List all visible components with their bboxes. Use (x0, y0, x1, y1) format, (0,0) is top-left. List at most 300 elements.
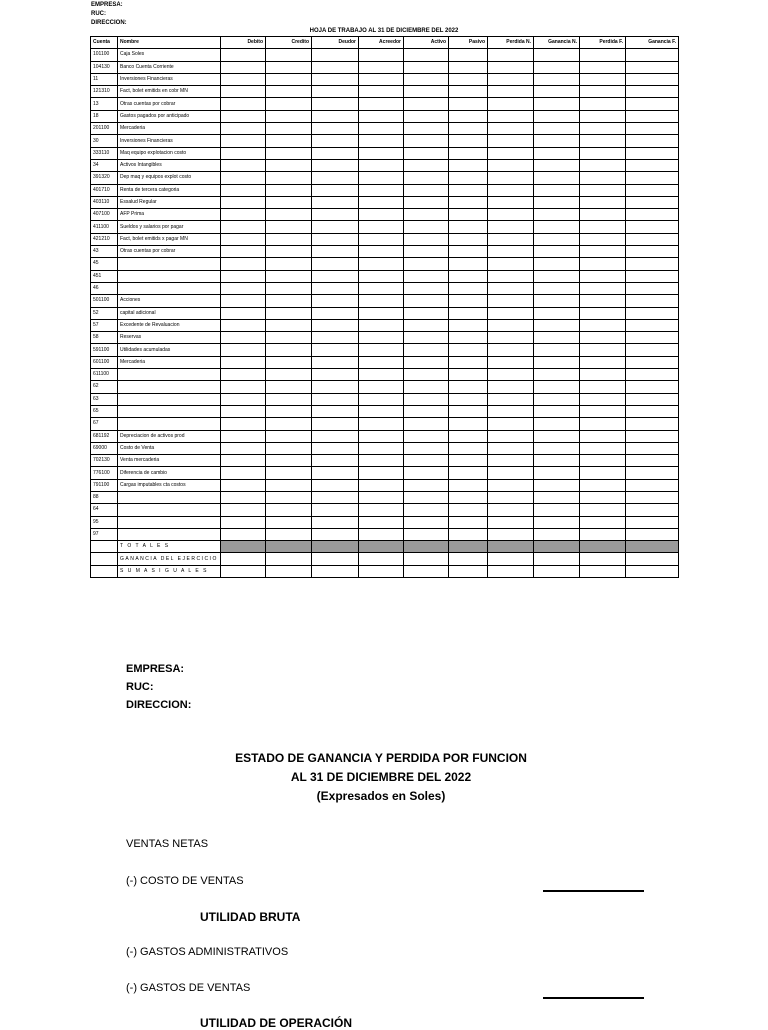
amount-cell (488, 393, 534, 405)
amount-cell (580, 381, 626, 393)
amount-cell (449, 418, 488, 430)
amount-cell (626, 332, 679, 344)
amount-cell (449, 381, 488, 393)
amount-cell (488, 516, 534, 528)
amount-cell (488, 442, 534, 454)
amount-cell (404, 504, 449, 516)
amount-cell (534, 479, 580, 491)
table-row (91, 393, 679, 405)
table-row (91, 270, 679, 282)
amount-cell (266, 295, 312, 307)
amount-cell (404, 135, 449, 147)
amount-cell (488, 381, 534, 393)
table-row (91, 455, 679, 467)
sumas-row (91, 565, 679, 577)
amount-cell (488, 455, 534, 467)
amount-cell (534, 442, 580, 454)
amount-cell (266, 159, 312, 171)
table-row (91, 246, 679, 258)
amount-cell (534, 73, 580, 85)
amount-cell (266, 282, 312, 294)
totals-row (91, 541, 679, 553)
amount-cell (580, 356, 626, 368)
amount-cell (580, 147, 626, 159)
amount-cell (404, 516, 449, 528)
amount-cell (488, 233, 534, 245)
amount-cell (626, 172, 679, 184)
amount-cell (626, 491, 679, 503)
table-row (91, 418, 679, 430)
amount-cell (449, 147, 488, 159)
amount-cell (312, 246, 359, 258)
amount-cell (626, 319, 679, 331)
amount-cell (626, 196, 679, 208)
amount-cell (580, 73, 626, 85)
amount-cell (449, 319, 488, 331)
amount-cell (449, 159, 488, 171)
amount-cell (404, 270, 449, 282)
summary-amount-cell (449, 565, 488, 577)
table-row (91, 73, 679, 85)
amount-cell (359, 196, 404, 208)
amount-cell (626, 135, 679, 147)
amount-cell (534, 172, 580, 184)
amount-cell (404, 295, 449, 307)
amount-cell (404, 528, 449, 540)
amount-cell (626, 282, 679, 294)
amount-cell (534, 430, 580, 442)
column-header: Deudor (312, 37, 359, 49)
amount-cell (266, 172, 312, 184)
amount-cell (580, 61, 626, 73)
amount-cell (580, 307, 626, 319)
amount-cell (312, 467, 359, 479)
amount-cell (488, 135, 534, 147)
amount-cell (359, 282, 404, 294)
amount-cell (488, 98, 534, 110)
amount-cell (266, 418, 312, 430)
amount-cell (626, 528, 679, 540)
amount-cell (626, 479, 679, 491)
amount-cell (488, 491, 534, 503)
amount-cell (580, 233, 626, 245)
amount-cell (266, 184, 312, 196)
account-code-cell: 201100 (91, 123, 118, 135)
amount-cell (580, 442, 626, 454)
amount-cell (266, 381, 312, 393)
amount-cell (488, 528, 534, 540)
amount-cell (312, 430, 359, 442)
amount-cell (488, 221, 534, 233)
amount-cell (626, 369, 679, 381)
amount-cell (626, 270, 679, 282)
amount-cell (580, 135, 626, 147)
amount-cell (221, 332, 266, 344)
amount-cell (359, 233, 404, 245)
account-name-cell: Essalud Regular (118, 196, 221, 208)
amount-cell (221, 491, 266, 503)
amount-cell (534, 246, 580, 258)
table-row (91, 504, 679, 516)
amount-cell (626, 184, 679, 196)
amount-cell (449, 246, 488, 258)
amount-cell (488, 319, 534, 331)
amount-cell (488, 467, 534, 479)
amount-cell (221, 159, 266, 171)
table-row (91, 516, 679, 528)
amount-cell (266, 430, 312, 442)
amount-cell (488, 196, 534, 208)
amount-cell (534, 516, 580, 528)
account-name-cell (118, 270, 221, 282)
ganancia-row-label: GANANCIA DEL EJERCICIO (118, 553, 221, 565)
amount-cell (221, 147, 266, 159)
amount-cell (580, 98, 626, 110)
amount-cell (449, 479, 488, 491)
amount-cell (449, 61, 488, 73)
amount-cell (488, 159, 534, 171)
amount-cell (488, 344, 534, 356)
amount-cell (580, 172, 626, 184)
amount-cell (266, 467, 312, 479)
summary-amount-cell (488, 553, 534, 565)
account-name-cell: Reservas (118, 332, 221, 344)
amount-cell (312, 49, 359, 61)
account-name-cell: Venta mercaderia (118, 455, 221, 467)
summary-amount-cell (312, 553, 359, 565)
account-name-cell (118, 381, 221, 393)
amount-cell (221, 479, 266, 491)
ventas-netas-label: VENTAS NETAS (126, 838, 209, 850)
amount-cell (359, 418, 404, 430)
amount-cell (266, 61, 312, 73)
amount-cell (534, 123, 580, 135)
amount-cell (359, 405, 404, 417)
amount-cell (404, 393, 449, 405)
amount-cell (534, 491, 580, 503)
amount-cell (312, 307, 359, 319)
amount-cell (449, 86, 488, 98)
account-code-cell: 611100 (91, 369, 118, 381)
statement-direccion-label: DIRECCION: (126, 699, 192, 711)
account-code-cell: 46 (91, 282, 118, 294)
amount-cell (488, 184, 534, 196)
amount-cell (626, 233, 679, 245)
column-header: Perdida N. (488, 37, 534, 49)
table-row (91, 110, 679, 122)
amount-cell (312, 295, 359, 307)
amount-cell (404, 196, 449, 208)
amount-cell (534, 369, 580, 381)
account-code-cell: 64 (91, 504, 118, 516)
amount-cell (449, 442, 488, 454)
amount-cell (312, 381, 359, 393)
amount-cell (312, 135, 359, 147)
amount-cell (404, 110, 449, 122)
account-code-cell: 97 (91, 528, 118, 540)
amount-cell (449, 172, 488, 184)
amount-cell (312, 98, 359, 110)
statement-title (150, 749, 612, 806)
amount-cell (488, 61, 534, 73)
table-row (91, 135, 679, 147)
amount-cell (404, 49, 449, 61)
amount-cell (404, 405, 449, 417)
amount-cell (266, 319, 312, 331)
table-row (91, 49, 679, 61)
amount-cell (266, 356, 312, 368)
amount-cell (221, 98, 266, 110)
amount-cell (580, 86, 626, 98)
amount-cell (404, 73, 449, 85)
table-row (91, 369, 679, 381)
amount-cell (534, 135, 580, 147)
amount-cell (404, 233, 449, 245)
account-name-cell (118, 393, 221, 405)
amount-cell (404, 209, 449, 221)
amount-cell (488, 172, 534, 184)
account-code-cell: 776100 (91, 467, 118, 479)
amount-cell (449, 344, 488, 356)
account-code-cell: 18 (91, 110, 118, 122)
table-row (91, 184, 679, 196)
amount-cell (580, 282, 626, 294)
amount-cell (312, 369, 359, 381)
amount-cell (534, 270, 580, 282)
amount-cell (626, 110, 679, 122)
amount-cell (449, 233, 488, 245)
amount-cell (266, 504, 312, 516)
amount-cell (312, 455, 359, 467)
account-name-cell: Inversiones Financieras (118, 135, 221, 147)
amount-cell (404, 246, 449, 258)
amount-cell (359, 73, 404, 85)
summary-amount-cell (534, 541, 580, 553)
amount-cell (449, 332, 488, 344)
table-row (91, 307, 679, 319)
amount-cell (449, 528, 488, 540)
amount-cell (580, 491, 626, 503)
worksheet-header-row (91, 37, 679, 49)
amount-cell (359, 209, 404, 221)
account-name-cell: AFP Prima (118, 209, 221, 221)
amount-cell (449, 430, 488, 442)
amount-cell (404, 147, 449, 159)
amount-cell (221, 49, 266, 61)
column-header: Nombre (118, 37, 221, 49)
amount-cell (534, 295, 580, 307)
account-name-cell: Activos Intangibles (118, 159, 221, 171)
amount-cell (580, 393, 626, 405)
account-code-cell: 57 (91, 319, 118, 331)
column-header: Credito (266, 37, 312, 49)
account-code-cell: 401710 (91, 184, 118, 196)
table-row (91, 282, 679, 294)
amount-cell (312, 196, 359, 208)
amount-cell (359, 270, 404, 282)
amount-cell (580, 295, 626, 307)
account-name-cell: Maq equipo explotacion costo (118, 147, 221, 159)
amount-cell (221, 209, 266, 221)
summary-amount-cell (534, 565, 580, 577)
column-header: Cuenta (91, 37, 118, 49)
amount-cell (266, 73, 312, 85)
account-code-cell: 11 (91, 73, 118, 85)
amount-cell (580, 159, 626, 171)
sumas-row-label: S U M A S I G U A L E S (118, 565, 221, 577)
amount-cell (404, 491, 449, 503)
table-row (91, 479, 679, 491)
account-code-cell: 601100 (91, 356, 118, 368)
table-row (91, 344, 679, 356)
amount-cell (221, 356, 266, 368)
amount-cell (580, 344, 626, 356)
amount-cell (404, 467, 449, 479)
summary-amount-cell (488, 565, 534, 577)
amount-cell (488, 246, 534, 258)
amount-cell (488, 356, 534, 368)
amount-cell (221, 196, 266, 208)
account-code-cell: 95 (91, 516, 118, 528)
amount-cell (312, 344, 359, 356)
amount-cell (359, 430, 404, 442)
amount-cell (266, 455, 312, 467)
amount-cell (404, 418, 449, 430)
column-header: Debito (221, 37, 266, 49)
summary-amount-cell (359, 565, 404, 577)
amount-cell (404, 221, 449, 233)
account-name-cell (118, 418, 221, 430)
account-name-cell: Utilidades acumuladas (118, 344, 221, 356)
amount-cell (534, 147, 580, 159)
statement-title-line1: ESTADO DE GANANCIA Y PERDIDA POR FUNCION (235, 751, 527, 765)
amount-cell (488, 479, 534, 491)
amount-cell (312, 491, 359, 503)
amount-cell (534, 221, 580, 233)
amount-cell (534, 196, 580, 208)
amount-cell (534, 307, 580, 319)
amount-cell (626, 209, 679, 221)
amount-cell (312, 528, 359, 540)
table-row (91, 295, 679, 307)
amount-cell (266, 307, 312, 319)
amount-cell (488, 369, 534, 381)
account-code-cell: 30 (91, 135, 118, 147)
amount-cell (359, 159, 404, 171)
empresa-label: EMPRESA: (91, 2, 123, 8)
amount-cell (626, 307, 679, 319)
amount-cell (359, 528, 404, 540)
table-row (91, 172, 679, 184)
amount-cell (266, 246, 312, 258)
table-row (91, 221, 679, 233)
utilidad-bruta-label: UTILIDAD BRUTA (200, 910, 301, 924)
amount-cell (626, 467, 679, 479)
amount-cell (359, 307, 404, 319)
amount-cell (312, 418, 359, 430)
column-header: Activo (404, 37, 449, 49)
summary-amount-cell (221, 565, 266, 577)
account-code-cell: 69000 (91, 442, 118, 454)
amount-cell (266, 442, 312, 454)
amount-cell (266, 369, 312, 381)
account-code-cell: 791100 (91, 479, 118, 491)
amount-cell (266, 110, 312, 122)
amount-cell (266, 209, 312, 221)
summary-amount-cell (449, 541, 488, 553)
amount-cell (221, 393, 266, 405)
amount-cell (312, 159, 359, 171)
account-name-cell: Mercaderia (118, 123, 221, 135)
table-row (91, 123, 679, 135)
amount-cell (221, 246, 266, 258)
amount-cell (221, 369, 266, 381)
amount-cell (404, 172, 449, 184)
amount-cell (359, 479, 404, 491)
account-code-cell: 65 (91, 405, 118, 417)
amount-cell (221, 442, 266, 454)
amount-cell (359, 61, 404, 73)
account-name-cell: Otras cuentas por cobrar (118, 246, 221, 258)
amount-cell (404, 369, 449, 381)
amount-cell (404, 159, 449, 171)
amount-cell (404, 344, 449, 356)
amount-cell (449, 282, 488, 294)
amount-cell (534, 467, 580, 479)
amount-cell (266, 123, 312, 135)
amount-cell (312, 270, 359, 282)
amount-cell (534, 98, 580, 110)
table-row (91, 381, 679, 393)
amount-cell (626, 442, 679, 454)
account-name-cell: Otras cuentas por cobrar (118, 98, 221, 110)
amount-cell (449, 405, 488, 417)
amount-cell (449, 49, 488, 61)
table-row (91, 319, 679, 331)
amount-cell (488, 282, 534, 294)
amount-cell (221, 110, 266, 122)
account-name-cell: Renta de tercera categoria (118, 184, 221, 196)
table-row (91, 258, 679, 270)
summary-amount-cell (266, 553, 312, 565)
amount-cell (359, 455, 404, 467)
account-name-cell: Gastos pagados por anticipado (118, 110, 221, 122)
amount-cell (404, 86, 449, 98)
amount-cell (359, 504, 404, 516)
amount-cell (221, 455, 266, 467)
amount-cell (534, 528, 580, 540)
amount-cell (404, 184, 449, 196)
amount-cell (359, 98, 404, 110)
amount-cell (534, 504, 580, 516)
amount-cell (359, 184, 404, 196)
amount-cell (534, 209, 580, 221)
amount-cell (359, 49, 404, 61)
account-name-cell: Excedente de Revaluacion (118, 319, 221, 331)
amount-cell (534, 61, 580, 73)
account-code-cell: 407100 (91, 209, 118, 221)
amount-cell (359, 369, 404, 381)
amount-cell (449, 295, 488, 307)
amount-cell (221, 467, 266, 479)
amount-cell (221, 73, 266, 85)
amount-cell (580, 319, 626, 331)
amount-cell (266, 516, 312, 528)
amount-cell (221, 344, 266, 356)
statement-ruc-label: RUC: (126, 681, 154, 693)
amount-cell (534, 86, 580, 98)
table-row (91, 233, 679, 245)
